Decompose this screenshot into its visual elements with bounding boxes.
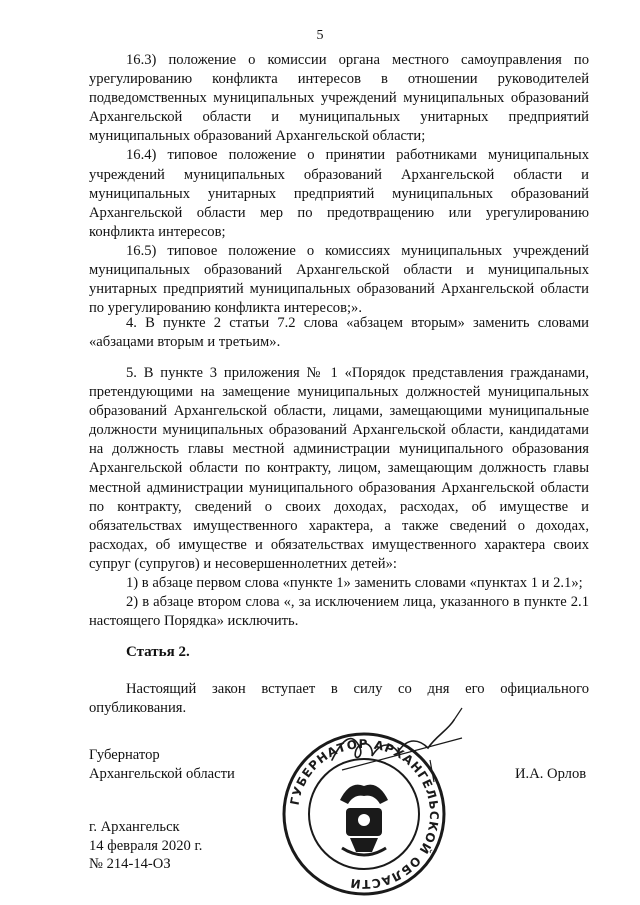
signatory-title-line2: Архангельской области (89, 766, 235, 782)
amendment-item-5 (89, 364, 589, 631)
document-footer (89, 818, 202, 874)
footer-date: 14 февраля 2020 г. (89, 837, 203, 854)
seal-emblem (340, 785, 388, 855)
paragraph-16-3: 16.3) положение о комиссии органа местного самоуправления по урегулированию конфликта интересов в отношении руководителей подведомственных муниципальных учреждений муниципальных образований Архангельской области и муниципальных унитарных предприятий муниципальных образований Архангельской области; (89, 52, 589, 145)
amendment-item-4 (89, 314, 589, 352)
entry-into-force-paragraph: Настоящий закон вступает в силу со дня его официального опубликования. (89, 681, 589, 717)
paragraph-5-2: 2) в абзаце втором слова «, за исключением лица, указанного в пункте 2.1 настоящего Порядка» исключить. (89, 594, 589, 630)
signatory-name: И.А. Орлов (515, 766, 587, 782)
paragraph-16-5: 16.5) типовое положение о комиссиях муниципальных учреждений муниципальных образований Архангельской области и муниципальных унитарных предприятий муниципальных образований Архангельской области по урегулированию конфликта интересов;». (89, 242, 589, 317)
paragraph-4: 4. В пункте 2 статьи 7.2 слова «абзацем вторым» заменить словами «абзацами вторым и третьим». (89, 315, 589, 351)
footer-number: № 214-14-ОЗ (89, 856, 171, 872)
footer-city: г. Архангельск (89, 819, 180, 835)
seal-text: ГУБЕРНАТОР АРХАНГЕЛЬСКОЙ ОБЛАСТИ (287, 736, 442, 892)
handwritten-signature (312, 700, 492, 790)
signatory-title-line1: Губернатор (89, 747, 160, 763)
paragraph-5-1: 1) в абзаце первом слова «пункте 1» заменить словами «пунктах 1 и 2.1»; (126, 575, 583, 592)
paragraph-16-4: 16.4) типовое положение о принятии работниками муниципальных учреждений муниципальных образований Архангельской области и муниципальных унитарных предприятий муниципальных образований Архангельской области мер по предотвращению или урегулированию конфликта интересов; (89, 147, 589, 240)
page-number: 5 (316, 28, 324, 43)
signatory-title (89, 746, 235, 784)
paragraph-5: 5. В пункте 3 приложения № 1 «Порядок представления гражданами, претендующими на замещение муниципальных должностей муниципальных образований Архангельской области, лицами, замещающими муниципальные должности муниципальных образований Архангельской области, кандидатами на должность главы местной администрации муниципального образования Архангельской области по контракту, лицом, замещающим должность главы местной администрации муниципального образования Архангельской области по контракту, сведений о своих доходах, расходах, об имуществе и обязательствах имущественного характера, а также сведений о доходах, расходах, об имуществе и обязательствах имущественного характера своих супруг (супругов) и несовершеннолетних детей»: (89, 365, 589, 572)
amendment-items-16 (89, 51, 589, 318)
article-2-heading: Статья 2. (126, 644, 190, 660)
